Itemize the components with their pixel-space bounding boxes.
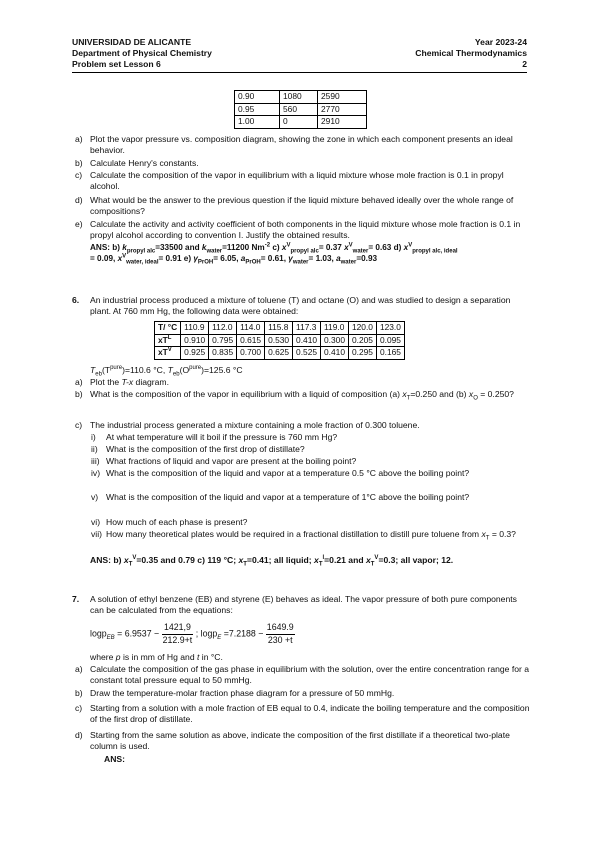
row-label-superscript: L xyxy=(167,334,172,341)
p6-intro: An industrial process produced a mixture of toluene (T) and octane (O) and was studied to design a separation plant. At 760 mm Hg, the following data were obtained: xyxy=(90,295,511,317)
fraction-numerator: 1421,9 xyxy=(162,622,194,635)
table-cell: 0.95 xyxy=(235,103,280,116)
item-label: vi) xyxy=(91,517,101,527)
item-text: Calculate Henry's constants. xyxy=(90,158,199,168)
item-label: v) xyxy=(91,492,99,502)
item-label: a) xyxy=(75,377,83,387)
p5-item-a xyxy=(75,134,530,157)
p6-item-c-vii xyxy=(91,529,530,542)
item-label: iii) xyxy=(91,456,100,466)
item-text: How much of each phase is present? xyxy=(106,517,248,527)
p7-answer: ANS: xyxy=(104,754,126,764)
subscript: eb xyxy=(172,371,180,378)
item-text: Draw the temperature-molar fraction phase diagram for a pressure of 50 mmHg. xyxy=(90,688,395,698)
table-cell: 0.530 xyxy=(265,334,293,347)
item-text: diagram. xyxy=(133,377,169,387)
p5-answer xyxy=(90,243,530,265)
answer-text: =33500 and xyxy=(155,243,200,252)
equation-text: ; xyxy=(195,628,199,639)
header-page-number: 2 xyxy=(522,59,527,69)
answer-symbol: γ xyxy=(193,253,198,263)
answer-superscript: V xyxy=(132,555,137,562)
answer-text: = 0.09, xyxy=(90,253,116,263)
item-text: =0.250 and (b) xyxy=(410,389,469,399)
table-cell: 0.615 xyxy=(237,334,265,347)
p7-item-b xyxy=(75,688,530,699)
page-header xyxy=(72,37,527,70)
p6-item-c-vi xyxy=(91,517,530,528)
symbol: x xyxy=(402,389,407,399)
item-text: Starting from a solution with a mole fraction of EB equal to 0.4, indicate the boiling temperature and the composition of the first drop of distillate. xyxy=(90,703,530,725)
answer-symbol: x xyxy=(365,555,371,565)
answer-superscript: l xyxy=(322,555,325,562)
answer-subscript: water xyxy=(352,248,369,255)
p7-item-c xyxy=(75,703,530,726)
p6-number: 6. xyxy=(72,295,80,305)
answer-text: =0.3; all vapor; 12. xyxy=(378,555,454,565)
answer-subscript: T xyxy=(318,561,323,568)
item-text: The industrial process generated a mixture containing a mole fraction of 0.300 toluene. xyxy=(90,420,420,430)
answer-text: = 0.63 d) xyxy=(368,243,402,252)
subscript: T xyxy=(485,535,490,542)
table-cell: 0.410 xyxy=(293,334,321,347)
item-text: What is the composition of the first drop of distillate? xyxy=(106,444,305,454)
p7-number: 7. xyxy=(72,594,80,604)
item-label: c) xyxy=(75,170,83,180)
item-label: b) xyxy=(75,158,83,168)
text: is in mm of Hg and xyxy=(120,652,197,662)
table-cell: 119.0 xyxy=(321,322,349,335)
p5-item-e xyxy=(75,219,530,242)
answer-subscript: water, ideal xyxy=(126,259,159,266)
answer-text: ANS: b) xyxy=(90,555,124,565)
table-cell: 560 xyxy=(280,103,318,116)
answer-symbol: x xyxy=(344,243,349,252)
item-text: What is the composition of the liquid and vapor at a temperature of 1°C above the boiling point? xyxy=(106,492,470,502)
equation-text: logp xyxy=(90,628,107,639)
equation-subscript: EB xyxy=(106,635,115,642)
p5-item-b xyxy=(75,158,530,169)
answer-symbol: x xyxy=(403,243,409,252)
p7-intro: A solution of ethyl benzene (EB) and styrene (E) behaves as ideal. The vapor pressure of both pure components can be calculated from the equations: xyxy=(90,594,517,616)
symbol: T xyxy=(90,365,96,375)
symbol: p xyxy=(115,652,121,662)
equation-fraction xyxy=(162,622,194,646)
item-text: = 0.3? xyxy=(489,529,516,539)
table-cell: 123.0 xyxy=(376,322,404,335)
table-cell: 0.095 xyxy=(376,334,404,347)
table-row xyxy=(155,322,405,335)
answer-subscript: water xyxy=(340,259,357,266)
table-cell: 2770 xyxy=(318,103,367,116)
table-cell: 0.300 xyxy=(321,334,349,347)
fraction-numerator: 1649.9 xyxy=(266,622,295,635)
symbol: x xyxy=(468,389,474,399)
table-cell: 1080 xyxy=(280,91,318,104)
answer-symbol: x xyxy=(238,555,244,565)
symbol: T xyxy=(167,365,173,375)
superscript: pure xyxy=(189,365,202,372)
table-row xyxy=(235,91,367,104)
item-label: b) xyxy=(75,688,83,698)
answer-subscript: T xyxy=(128,561,133,568)
p6-boiling-points xyxy=(90,365,243,376)
item-label: b) xyxy=(75,389,83,399)
equation-text: logp xyxy=(200,628,218,639)
answer-text: ANS: b) xyxy=(90,243,121,252)
p7-item-d xyxy=(75,730,530,753)
answer-text: = 0.37 xyxy=(318,243,342,252)
answer-symbol: k xyxy=(122,243,127,252)
item-text: What is the composition of the vapor in equilibrium with a liquid of composition (a) xyxy=(90,389,403,399)
table-cell: 112.0 xyxy=(209,322,237,335)
subscript: eb xyxy=(95,371,102,378)
table-cell: 117.3 xyxy=(293,322,321,335)
table-cell: 0.165 xyxy=(376,347,404,360)
equation-text: =7.2188 − xyxy=(223,628,264,639)
answer-symbol: γ xyxy=(288,253,293,263)
p6-item-c-v xyxy=(91,492,530,503)
answer-text: = 6.05, xyxy=(213,253,239,263)
p6-item-b xyxy=(75,389,530,402)
answer-superscript: V xyxy=(348,242,353,249)
subscript: T xyxy=(406,395,411,402)
fraction-denominator: 230 +t xyxy=(267,634,293,645)
answer-text: =0.35 and 0.79 c) 119 °C; xyxy=(136,555,239,565)
p6-item-c-iii xyxy=(91,456,530,467)
table-header-cell: T/ °C xyxy=(155,322,181,335)
equation-text: = 6.9537 − xyxy=(117,628,160,639)
answer-subscript: propyl alc, ideal xyxy=(412,248,458,255)
item-label: c) xyxy=(75,703,83,713)
answer-symbol: x xyxy=(314,555,319,565)
equation-fraction xyxy=(266,622,295,646)
answer-symbol: a xyxy=(336,253,341,263)
item-label: d) xyxy=(75,730,83,740)
answer-subscript: propyl alc xyxy=(126,248,156,255)
pressure-table xyxy=(234,90,367,129)
p7-equations xyxy=(90,622,295,646)
table-cell: 114.0 xyxy=(237,322,265,335)
item-label: i) xyxy=(91,432,96,442)
answer-text: c) xyxy=(272,243,280,252)
answer-text: =0.93 xyxy=(356,253,378,263)
item-text: Calculate the composition of the vapor in equilibrium with a liquid mixture whose mole fraction is 0.1 in propyl alcohol. xyxy=(90,170,504,192)
equation-subscript: E xyxy=(217,635,222,642)
p6-answer xyxy=(90,555,530,566)
table-cell: 0.410 xyxy=(321,347,349,360)
answer-subscript: T xyxy=(370,561,375,568)
table-cell: 0.205 xyxy=(348,334,376,347)
answer-text: =11200 Nm xyxy=(222,243,265,252)
subscript: O xyxy=(473,395,478,402)
header-university: UNIVERSIDAD DE ALICANTE xyxy=(72,37,192,47)
answer-superscript: V xyxy=(408,242,413,249)
item-label: e) xyxy=(75,219,83,229)
table-cell: 110.9 xyxy=(181,322,209,335)
item-label: d) xyxy=(75,195,83,205)
item-label: vii) xyxy=(91,529,102,539)
row-label: xT xyxy=(158,347,168,358)
item-label: a) xyxy=(75,134,83,144)
header-department: Department of Physical Chemistry xyxy=(72,48,212,58)
table-row xyxy=(155,347,405,360)
answer-subscript: water xyxy=(206,248,223,255)
answer-text: = 1.03, xyxy=(308,253,334,263)
p6-item-a xyxy=(75,377,530,388)
table-cell: 120.0 xyxy=(348,322,376,335)
toluene-octane-table xyxy=(154,321,405,360)
table-cell: 0.625 xyxy=(265,347,293,360)
answer-subscript: water xyxy=(292,259,309,266)
table-cell: 0.525 xyxy=(293,347,321,360)
answer-subscript: PrOH xyxy=(197,259,214,266)
row-label-superscript: V xyxy=(167,347,172,354)
answer-symbol: k xyxy=(201,243,207,252)
header-rule xyxy=(72,72,527,73)
p6-item-c-ii xyxy=(91,444,530,455)
answer-subscript: PrOH xyxy=(245,259,261,266)
answer-text: =0.41; all liquid; xyxy=(246,555,315,565)
item-label: a) xyxy=(75,664,83,674)
table-header-cell xyxy=(155,347,181,360)
item-label: c) xyxy=(75,420,83,430)
text: )=110.6 °C, xyxy=(122,365,166,375)
table-header-cell xyxy=(155,334,181,347)
answer-text: = 0.91 e) xyxy=(158,253,192,263)
text: (O xyxy=(179,365,190,375)
answer-superscript: V xyxy=(374,555,379,562)
text: where xyxy=(90,652,116,662)
item-label: iv) xyxy=(91,468,101,478)
p7-item-a xyxy=(75,664,530,687)
header-year: Year 2023-24 xyxy=(474,37,527,47)
answer-text: =0.21 and xyxy=(324,555,366,565)
table-cell: 0.90 xyxy=(235,91,280,104)
p7-where xyxy=(90,652,223,663)
superscript: pure xyxy=(110,365,123,372)
text: in °C. xyxy=(199,652,223,662)
p6-item-c-iv xyxy=(91,468,530,479)
symbol: x xyxy=(481,529,486,539)
item-label: ii) xyxy=(91,444,98,454)
table-cell: 0.925 xyxy=(181,347,209,360)
table-row xyxy=(155,334,405,347)
answer-symbol: a xyxy=(240,253,246,263)
table-cell: 2590 xyxy=(318,91,367,104)
item-text: Starting from the same solution as above, indicate the composition of the first distillate if a theoretical two-plate column is used. xyxy=(90,730,510,752)
answer-subscript: T xyxy=(243,561,247,568)
item-text: How many theoretical plates would be required in a fractional distillation to distill pure toluene from xyxy=(106,529,482,539)
answer-symbol: x xyxy=(281,243,287,252)
answer-symbol: x xyxy=(123,555,129,565)
p6-item-c-i xyxy=(91,432,530,443)
text: )=125.6 °C xyxy=(201,365,243,375)
table-cell: 1.00 xyxy=(235,116,280,129)
item-text: At what temperature will it boil if the pressure is 760 mm Hg? xyxy=(106,432,338,442)
item-text: Plot the vapor pressure vs. composition diagram, showing the zone in which each component presents an ideal behavior. xyxy=(90,134,513,156)
item-text: Calculate the composition of the gas phase in equilibrium with the solution, over the entire concentration range for a constant total pressure equal to 50 mmHg. xyxy=(90,664,530,686)
answer-superscript: V xyxy=(122,253,127,260)
item-text: Plot the xyxy=(90,377,122,387)
item-text: What is the composition of the liquid and vapor at a temperature 0.5 °C above the boiling point? xyxy=(106,468,470,478)
item-text: What fractions of liquid and vapor are present at the boiling point? xyxy=(106,456,357,466)
item-text: What would be the answer to the previous question if the liquid mixture behaved ideally over the whole range of compositions? xyxy=(90,195,514,217)
table-cell: 0.795 xyxy=(209,334,237,347)
answer-subscript: propyl alc xyxy=(290,248,319,255)
table-row xyxy=(235,103,367,116)
header-problem-set: Problem set Lesson 6 xyxy=(72,59,161,69)
table-cell: 0.910 xyxy=(181,334,209,347)
item-text: = 0.250? xyxy=(477,389,514,399)
p5-item-d xyxy=(75,195,530,218)
answer-text: = 0.61, xyxy=(260,253,286,263)
text: (T xyxy=(101,365,111,375)
table-cell: 0.295 xyxy=(348,347,376,360)
p6-item-c xyxy=(75,420,530,431)
answer-symbol: x xyxy=(117,253,123,263)
symbol: t xyxy=(197,652,200,662)
answer-superscript: V xyxy=(286,242,291,249)
table-cell: 0.700 xyxy=(237,347,265,360)
table-cell: 0.835 xyxy=(209,347,237,360)
answer-superscript: -2 xyxy=(264,242,271,249)
table-cell: 115.8 xyxy=(265,322,293,335)
item-text: Calculate the activity and activity coefficient of both components in the liquid mixture whose mole fraction is 0.1 in propyl alcohol according to convention I. Justify the obtained results. xyxy=(90,219,521,241)
table-row xyxy=(235,116,367,129)
item-text-italic: T-x xyxy=(121,377,134,387)
fraction-denominator: 212.9+t xyxy=(162,634,193,645)
table-cell: 0 xyxy=(280,116,318,129)
header-course: Chemical Thermodynamics xyxy=(415,48,527,58)
table-cell: 2910 xyxy=(318,116,367,129)
row-label: xT xyxy=(158,334,168,345)
p5-item-c xyxy=(75,170,530,193)
